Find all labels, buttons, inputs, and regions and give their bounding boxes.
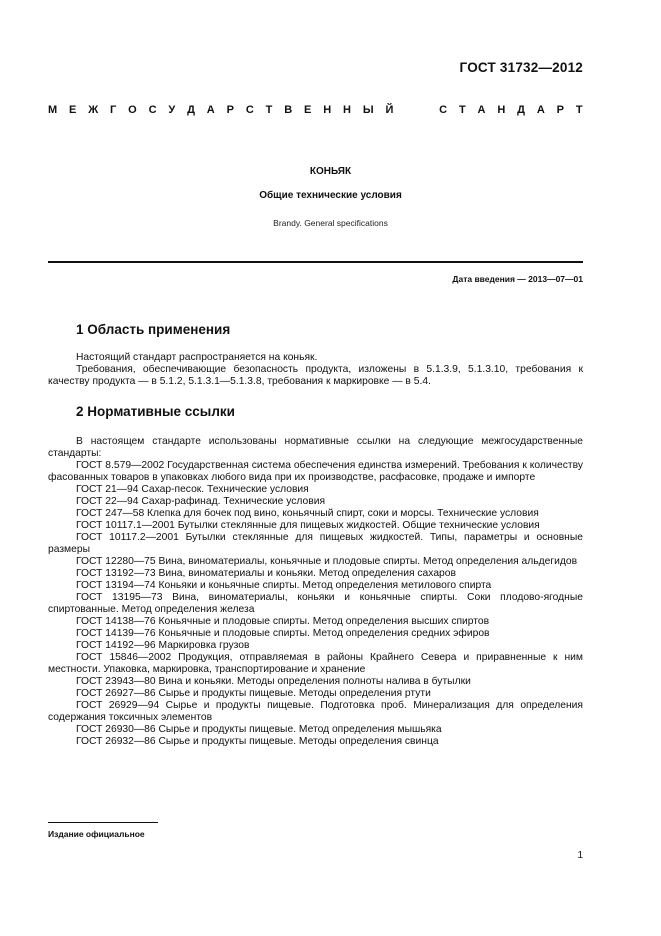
reference-item: ГОСТ 15846—2002 Продукция, отправляемая в районы Крайнего Севера и приравненные к ним местности. Упаковка, маркировка, транспортирование и хранение xyxy=(48,652,583,675)
reference-item: ГОСТ 13194—74 Коньяки и коньячные спирты. Метод определения метилового спирта xyxy=(76,580,492,591)
section-2-intro: В настоящем стандарте использованы нормативные ссылки на следующие межгосударственные стандарты: xyxy=(48,436,583,459)
standard-type-letter: Т xyxy=(458,104,466,116)
standard-type-letter: Н xyxy=(497,104,506,116)
document-title-english: Brandy. General specifications xyxy=(273,218,388,228)
section-2-body xyxy=(48,436,583,748)
reference-item: ГОСТ 26929—94 Сырье и продукты пищевые. Подготовка проб. Минерализация для определения содержания токсичных элементов xyxy=(48,700,583,723)
standard-type-letter: Е xyxy=(69,104,77,116)
gost-number: ГОСТ 31732—2012 xyxy=(459,60,583,75)
standard-type-letter: Д xyxy=(187,104,195,116)
standard-type-letter: Й xyxy=(385,104,394,116)
standard-type-letter: Р xyxy=(226,104,234,116)
document-title: КОНЬЯК xyxy=(309,166,352,177)
standard-type-letter: В xyxy=(284,104,293,116)
standard-type-letter: Н xyxy=(323,104,332,116)
footer-divider xyxy=(48,822,158,823)
reference-item: ГОСТ 14192—96 Маркировка грузов xyxy=(76,640,250,651)
standard-type-letter: Т xyxy=(265,104,273,116)
reference-item: ГОСТ 22—94 Сахар-рафинад. Технические условия xyxy=(76,496,326,507)
standard-type-letter: С xyxy=(148,104,157,116)
reference-item: ГОСТ 8.579—2002 Государственная система обеспечения единства измерений. Требования к количеству фасованных товаров в упаковках любого вида при их производстве, расфасовке, продаже и импорте xyxy=(48,460,583,483)
reference-item: ГОСТ 26932—86 Сырье и продукты пищевые. Методы определения свинца xyxy=(76,736,439,747)
standard-type-letter: А xyxy=(206,104,215,116)
reference-item: ГОСТ 23943—80 Вина и коньяки. Методы определения полноты налива в бутылки xyxy=(76,676,471,687)
reference-item: ГОСТ 14139—76 Коньячные и плодовые спирты. Метод определения средних эфиров xyxy=(76,628,490,639)
standard-type-letter: У xyxy=(168,104,176,116)
standard-type-letter: Н xyxy=(343,104,351,116)
page-number: 1 xyxy=(577,850,583,861)
standard-type-letter: Ы xyxy=(362,104,374,116)
reference-item: ГОСТ 26930—86 Сырье и продукты пищевые. Метод определения мышьяка xyxy=(76,724,442,735)
section-1-heading: 1 Область применения xyxy=(76,322,231,337)
reference-item: ГОСТ 12280—75 Вина, виноматериалы, коньячные и плодовые спирты. Метод определения альдегидов xyxy=(76,556,578,567)
reference-item: ГОСТ 21—94 Сахар-песок. Технические условия xyxy=(76,484,309,495)
standard-type-gap xyxy=(405,104,427,116)
header-divider xyxy=(48,261,583,263)
standard-type-letter: Д xyxy=(517,104,525,116)
standard-type-letter: С xyxy=(245,104,254,116)
standard-type-letter: А xyxy=(536,104,545,116)
reference-item: ГОСТ 10117.2—2001 Бутылки стеклянные для пищевых жидкостей. Типы, параметры и основные размеры xyxy=(48,532,583,555)
standard-type-letter: Ж xyxy=(88,104,99,116)
standard-type-letter: Р xyxy=(556,104,565,116)
reference-item: ГОСТ 14138—76 Коньячные и плодовые спирты. Метод определения высших спиртов xyxy=(76,616,490,627)
standard-type-letter: А xyxy=(477,104,486,116)
section-2-heading: 2 Нормативные ссылки xyxy=(76,404,235,419)
standard-type-letter: Т xyxy=(575,104,583,116)
section-1-paragraph: Требования, обеспечивающие безопасность продукта, изложены в 5.1.3.9, 5.1.3.10, требования к качеству продукта — в 5.1.2, 5.1.3.1—5.1.3.8, требования к маркировке — в 5.4. xyxy=(48,364,583,387)
reference-item: ГОСТ 247—58 Клепка для бочек под вино, коньячный спирт, соки и морсы. Технические условия xyxy=(76,508,539,519)
document-subtitle: Общие технические условия xyxy=(259,190,402,201)
reference-item: ГОСТ 13192—73 Вина, виноматериалы и коньяки. Метод определения сахаров xyxy=(76,568,456,579)
standard-type-letter: С xyxy=(439,104,448,116)
standard-type-heading xyxy=(48,104,583,116)
standard-type-letter: Г xyxy=(110,104,117,116)
introduction-date: Дата введения — 2013—07—01 xyxy=(452,274,583,284)
section-1-paragraph: Настоящий стандарт распространяется на коньяк. xyxy=(76,352,318,363)
section-1-body xyxy=(48,352,583,388)
reference-item: ГОСТ 13195—73 Вина, виноматериалы, коньяки и коньячные спирты. Соки плодово-ягодные спиртованные. Метод определения железа xyxy=(48,592,583,615)
edition-label: Издание официальное xyxy=(48,829,145,839)
standard-type-letter: М xyxy=(48,104,58,116)
reference-item: ГОСТ 10117.1—2001 Бутылки стеклянные для пищевых жидкостей. Общие технические условия xyxy=(76,520,540,531)
reference-item: ГОСТ 26927—86 Сырье и продукты пищевые. Методы определения ртути xyxy=(76,688,431,699)
standard-type-letter: О xyxy=(128,104,137,116)
standard-type-letter: Е xyxy=(304,104,312,116)
